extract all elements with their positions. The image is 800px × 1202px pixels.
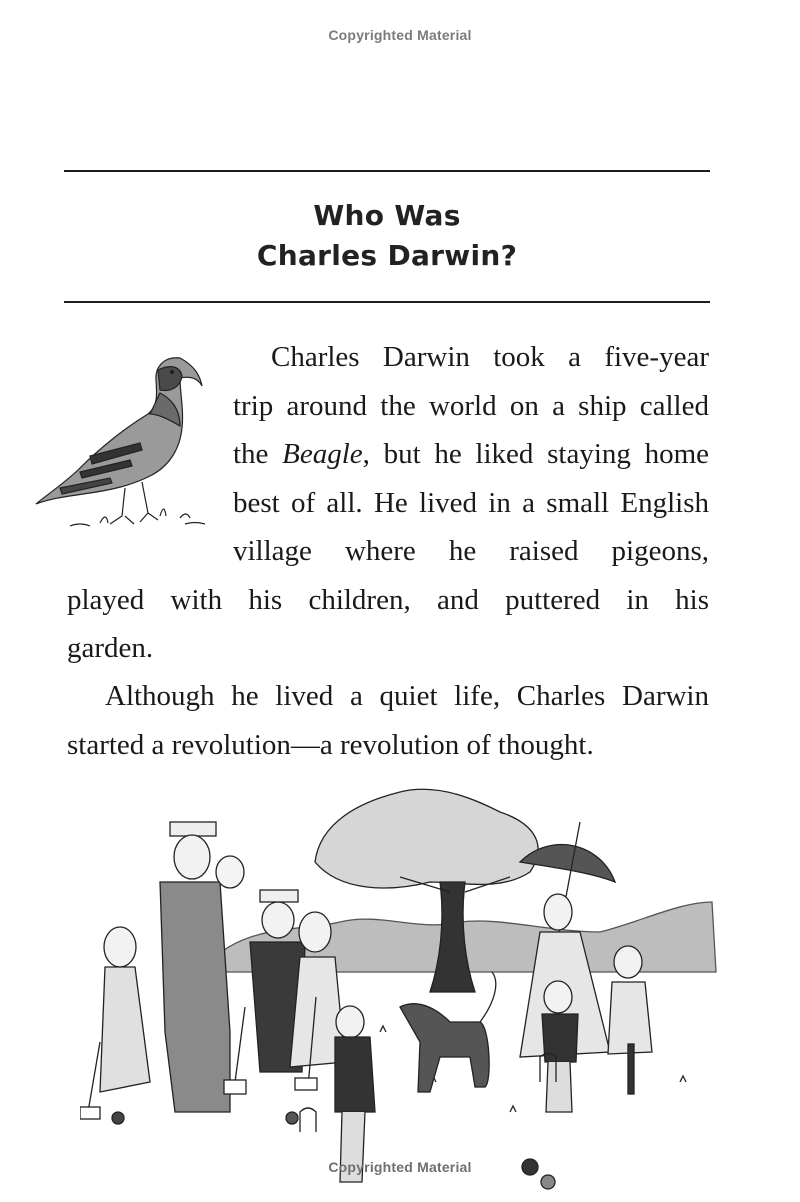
croquet-scene-illustration [80,782,720,1202]
paragraph-1 [67,333,709,673]
ship-name-beagle: Beagle [282,438,363,470]
paragraph-2 [67,672,709,769]
p2-line-2: started a revolution—a revolution of thought. [67,728,594,761]
title-rule-bottom [64,301,710,303]
p1-line-2: trip around the world on a ship called [233,389,709,422]
p2-line-1: Although he lived a quiet life, Charles Darwin [105,680,709,712]
copyright-watermark-bottom: Copyrighted Material [328,1159,472,1175]
p1-line-6: played with his children, and puttered in his [67,583,709,616]
p1-line-5: village where he raised pigeons, [233,535,709,567]
p1-line-4: best of all. He lived in a small English [233,486,709,519]
chapter-title [64,196,710,276]
p1-line-3: the Beagle, but he liked staying home [233,438,709,470]
p1-line-7: garden. [67,632,154,664]
chapter-title-line2: Charles Darwin? [256,239,518,272]
p1-line-1: Charles Darwin took a five-year [271,341,709,373]
title-rule-top [64,170,710,172]
chapter-title-line1: Who Was [313,199,461,232]
copyright-watermark-top: Copyrighted Material [328,27,472,43]
